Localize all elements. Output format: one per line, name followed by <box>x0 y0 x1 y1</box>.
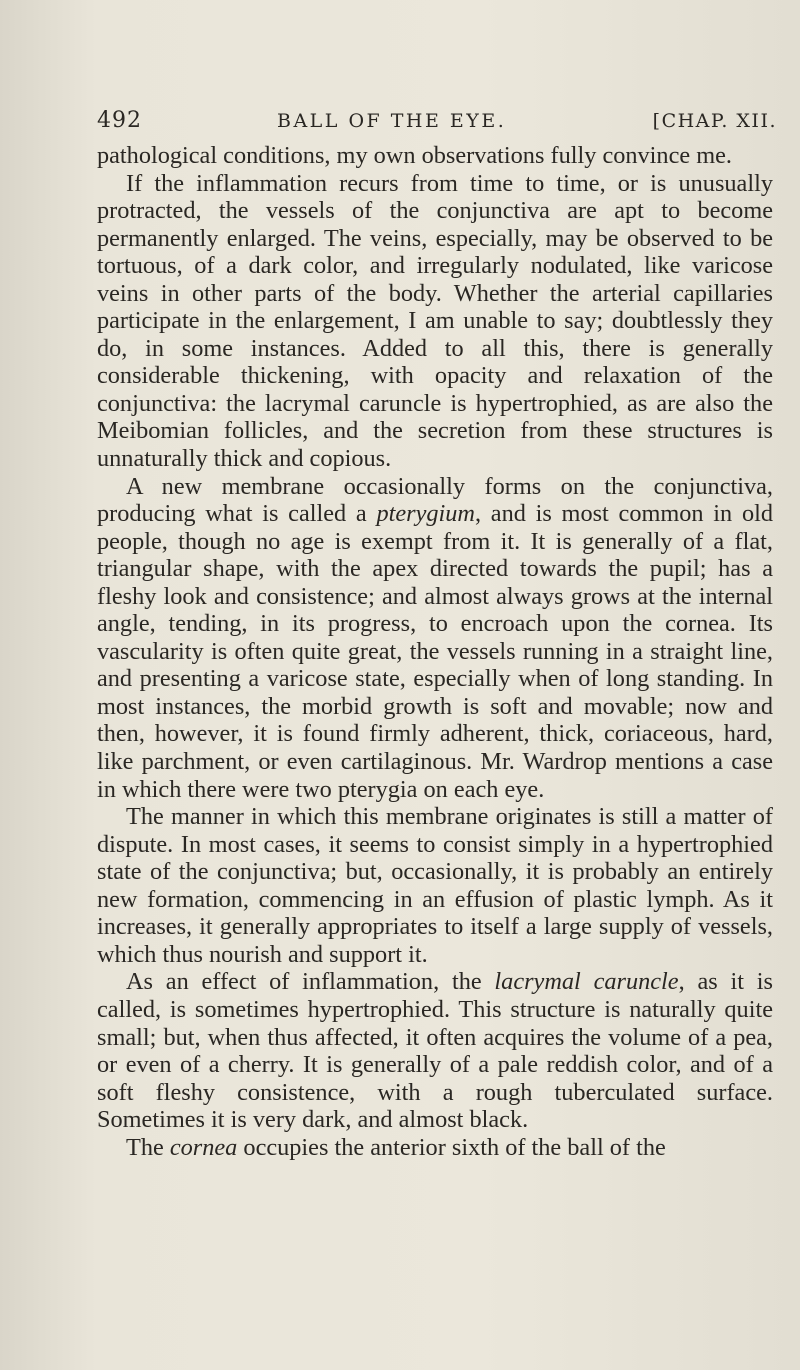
body-text <box>97 142 773 1161</box>
italic-term: lacrymal caruncle <box>494 968 679 996</box>
text-run: , as it is called, is sometimes hypertrophied. This structure is naturally quite small; but, when thus affected, it often acquires the volume of a pea, or even of a cherry. It is generally of a pale reddish color, and of a soft fleshy consistence, with a rough tuberculated surface. Sometimes it is very dark, and almost black. <box>97 968 773 1134</box>
italic-term: pterygium <box>376 500 475 528</box>
paragraph <box>97 1134 773 1162</box>
text-run: The <box>126 1133 170 1161</box>
text-run: A new membrane occasionally forms on the conjunctiva, producing what is called a <box>97 472 773 528</box>
text-run: The manner in which this membrane originates is still a matter of dispute. In most cases, it seems to consist simply in a hypertrophied state of the conjunctiva; but, occasionally, it is probably an entirely new formation, commencing in an effusion of plastic lymph. As it increases, it generally appropriates to itself a large supply of vessels, which thus nourish and support it. <box>97 803 773 968</box>
chapter-label: [CHAP. XII. <box>652 110 777 132</box>
paragraph <box>97 968 773 1133</box>
page-header <box>97 108 777 142</box>
paragraph <box>97 473 773 804</box>
paragraph <box>97 142 773 170</box>
text-run: If the inflammation recurs from time to time, or is unusually protracted, the vessels of the conjunctiva are apt to become permanently enlarged. The veins, especially, may be observed to be tortuous, of a dark color, and irregularly nodulated, like varicose veins in other parts of the body. Whether the arterial capillaries participate in the enlargement, I am unable to say; doubtlessly they do, in some instances. Added to all this, there is generally considerable thickening, with opacity and relaxation of the conjunctiva: the lacrymal caruncle is hypertrophied, as are also the Meibomian follicles, and the secretion from these structures is unnaturally thick and copious. <box>97 169 773 473</box>
page-number: 492 <box>97 108 142 133</box>
italic-term: cornea <box>169 1133 238 1161</box>
text-run: As an effect of inflammation, the <box>126 968 495 996</box>
text-run: pathological conditions, my own observations fully convince me. <box>97 142 732 169</box>
paragraph <box>97 803 773 968</box>
paragraph <box>97 170 773 473</box>
running-title: BALL OF THE EYE. <box>277 110 507 132</box>
text-run: occupies the anterior sixth of the ball of the <box>237 1133 666 1161</box>
text-run: , and is most common in old people, though no age is exempt from it. It is generally of a flat, triangular shape, with the apex directed towards the pupil; has a fleshy look and consistence; and almost always grows at the internal angle, tending, in its progress, to encroach upon the cornea. Its vascularity is often quite great, the vessels running in a straight line, and presenting a varicose state, especially when of long standing. In most instances, the morbid growth is soft and movable; now and then, however, it is found firmly adherent, thick, coriaceous, hard, like parchment, or even cartilaginous. Mr. Wardrop mentions a case in which there were two pterygia on each eye. <box>97 500 773 803</box>
